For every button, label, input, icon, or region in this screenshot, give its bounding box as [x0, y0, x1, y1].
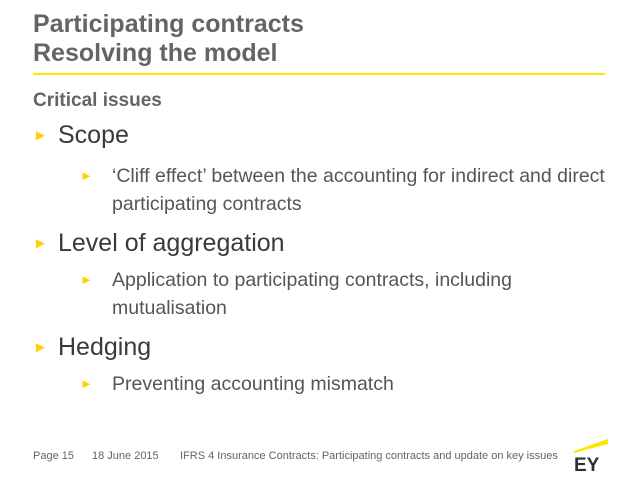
ey-logo-text: EY [574, 455, 600, 473]
bullet-label: Scope [58, 121, 129, 149]
bullet-label: Level of aggregation [58, 229, 285, 257]
bullet-arrow-icon: ► [33, 235, 48, 252]
bullet-arrow-icon: ► [33, 339, 48, 356]
footer-page-number: Page 15 [33, 450, 74, 462]
sub-bullet-arrow-icon: ► [80, 376, 93, 391]
footer-date: 18 June 2015 [92, 450, 159, 462]
sub-bullet-arrow-icon: ► [80, 168, 93, 183]
footer-description: IFRS 4 Insurance Contracts: Participating contracts and update on key issues [180, 450, 558, 462]
sub-bullet-text: Application to participating contracts, including mutualisation [112, 269, 512, 319]
sub-bullet-cliff-effect [80, 162, 610, 218]
sub-bullet-mutualisation [80, 266, 610, 322]
ey-logo-beam [574, 439, 608, 453]
sub-bullet-arrow-icon: ► [80, 272, 93, 287]
ey-logo-icon [570, 437, 610, 473]
title-line-2: Resolving the model [33, 39, 278, 67]
slide-title [33, 10, 304, 68]
slide-subtitle: Critical issues [33, 90, 162, 111]
sub-bullet-text: Preventing accounting mismatch [112, 373, 394, 395]
bullet-arrow-icon: ► [33, 127, 48, 144]
title-divider [33, 73, 605, 75]
bullet-label: Hedging [58, 333, 152, 361]
title-line-1: Participating contracts [33, 10, 304, 38]
sub-bullet-accounting-mismatch [80, 370, 610, 398]
sub-bullet-text: ‘Cliff effect’ between the accounting for indirect and direct participating contracts [112, 165, 605, 215]
